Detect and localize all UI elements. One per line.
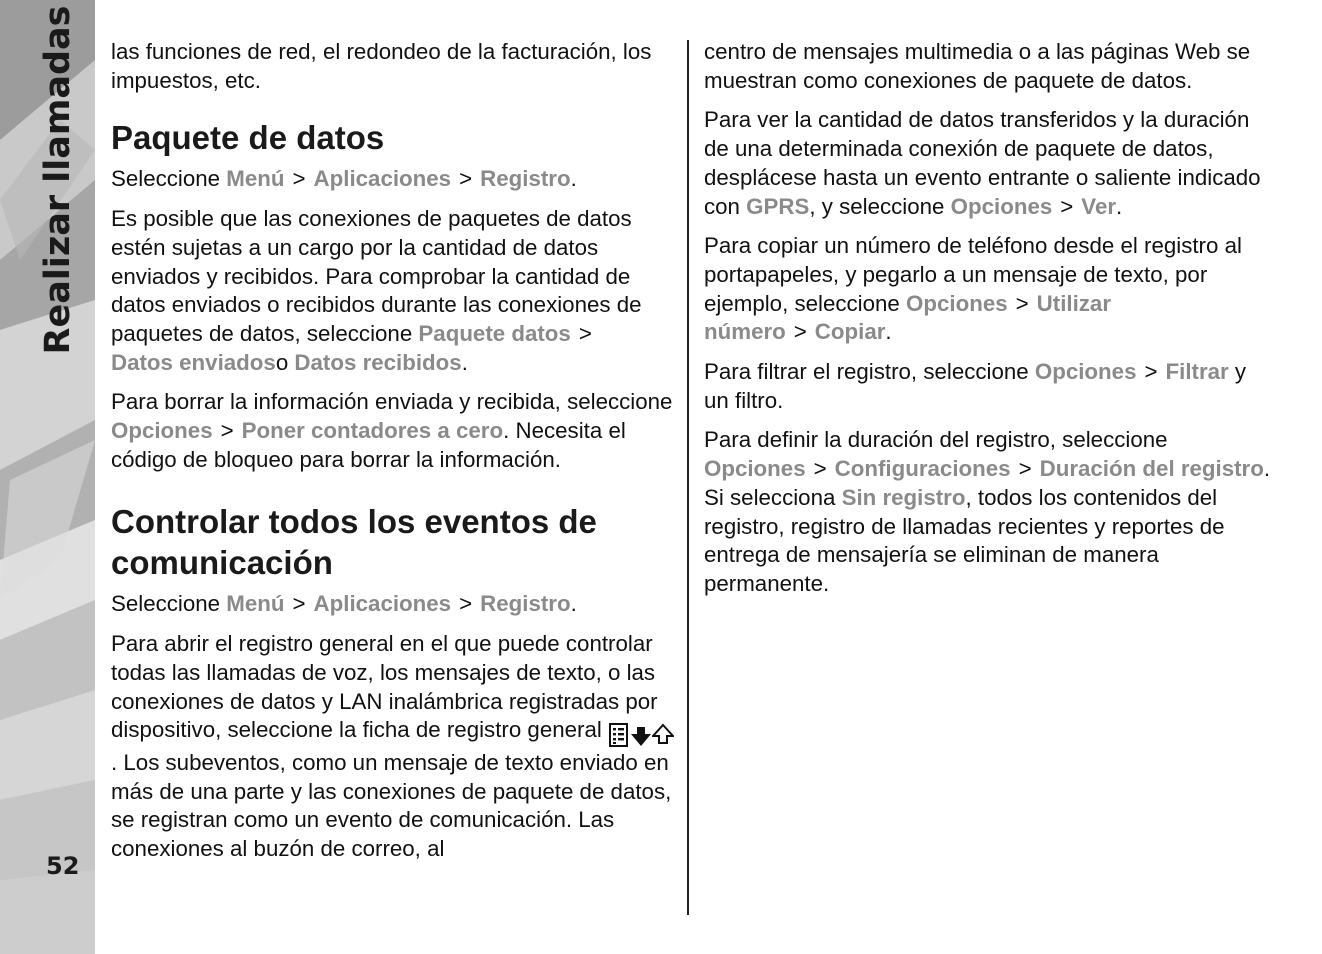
sin-registro-link[interactable]: Sin registro — [841, 484, 966, 510]
datos-enviados-link[interactable]: Datos enviados — [111, 349, 276, 375]
paquete-datos-link[interactable]: Paquete datos — [418, 320, 571, 346]
sidebar — [0, 0, 95, 954]
duracion-registro-link[interactable]: Duración del registro — [1039, 456, 1264, 482]
column-divider — [687, 40, 689, 915]
cargo-paragraph: Es posible que las conexiones de paquetes de datos estén sujetas a un cargo por la cantidad de datos enviados y recibidos. Para comprobar la cantidad de datos enviados o recibidos durante las conexiones de paquetes de datos, seleccione Paquete datos > Datos enviadoso Datos recibidos. — [111, 206, 642, 375]
menu-path-paquete: Seleccione Menú > Aplicaciones > Registro. — [111, 166, 577, 192]
menu-link[interactable]: Menú — [226, 166, 285, 192]
borrar-paragraph: Para borrar la información enviada y recibida, seleccione Opciones > Poner contadores a cero. Necesita el código de bloqueo para borrar la información. — [111, 389, 673, 472]
registro-link[interactable]: Registro — [480, 166, 571, 192]
datos-recibidos-link[interactable]: Datos recibidos — [294, 349, 462, 375]
poner-contadores-link[interactable]: Poner contadores a cero — [241, 418, 504, 444]
filtrar-link[interactable]: Filtrar — [1165, 359, 1229, 385]
page-number: 52 — [46, 852, 80, 880]
filtrar-paragraph: Para filtrar el registro, seleccione Opciones > Filtrar y un filtro. — [704, 359, 1247, 413]
ver-link[interactable]: Ver — [1081, 193, 1117, 219]
menu-link[interactable]: Menú — [226, 591, 285, 617]
log-list-icon — [608, 723, 630, 747]
opciones-link[interactable]: Opciones — [906, 290, 1008, 316]
copiar-link[interactable]: Copiar — [814, 319, 886, 345]
continuation-paragraph: centro de mensajes multimedia o a las páginas Web se muestran como conexiones de paquete de datos. — [704, 39, 1251, 93]
opciones-link[interactable]: Opciones — [950, 193, 1053, 219]
registro-paragraph: Para abrir el registro general en el que puede controlar todas las llamadas de voz, los mensajes de texto, o las conexiones de datos y LAN inalámbrica registradas por dispositivo, seleccione la ficha de registro general . Los subeventos, como un mensaje de texto enviado en más de una parte y las conexiones de paquete de datos, se registran como un evento de comunicación. Las conexiones al buzón de correo, al — [111, 630, 677, 864]
aplicaciones-link[interactable]: Aplicaciones — [313, 591, 452, 617]
aplicaciones-link[interactable]: Aplicaciones — [313, 166, 452, 192]
utilizar-numero-link[interactable]: Utilizar número — [704, 290, 1112, 345]
arrow-up-outline-icon — [652, 723, 674, 747]
opciones-link[interactable]: Opciones — [1034, 359, 1137, 385]
general-log-tab-icons — [608, 720, 674, 749]
gprs-label: GPRS — [746, 193, 810, 219]
right-column — [704, 38, 1276, 610]
heading-controlar-eventos: Controlar todos los eventos de comunicación — [111, 503, 597, 582]
arrow-down-filled-icon — [630, 723, 652, 747]
heading-paquete-de-datos: Paquete de datos — [111, 119, 385, 157]
configuraciones-link[interactable]: Configuraciones — [834, 456, 1011, 482]
ver-paragraph: Para ver la cantidad de datos transferidos y la duración de una determinada conexión de paquete de datos, desplácese hasta un evento entrante o saliente indicado con GPRS, y seleccione Opciones > Ver. — [704, 107, 1261, 219]
copiar-paragraph: Para copiar un número de teléfono desde el registro al portapapeles, y pegarlo a un mensaje de texto, por ejemplo, seleccione Opciones > Utilizar número > Copiar. — [704, 233, 1242, 345]
opciones-link[interactable]: Opciones — [111, 418, 213, 444]
left-column — [111, 38, 677, 875]
chapter-title: Realizar llamadas — [38, 5, 78, 355]
registro-link[interactable]: Registro — [480, 591, 571, 617]
intro-paragraph: las funciones de red, el redondeo de la facturación, los impuestos, etc. — [111, 39, 652, 93]
opciones-link[interactable]: Opciones — [704, 456, 806, 482]
duracion-paragraph: Para definir la duración del registro, seleccione Opciones > Configuraciones > Duración del registro. Si selecciona Sin registro, todos los contenidos del registro, registro de llamadas recientes y reportes de entrega de mensajería se eliminan de manera permanente. — [704, 427, 1271, 596]
menu-path-controlar: Seleccione Menú > Aplicaciones > Registro. — [111, 591, 577, 617]
